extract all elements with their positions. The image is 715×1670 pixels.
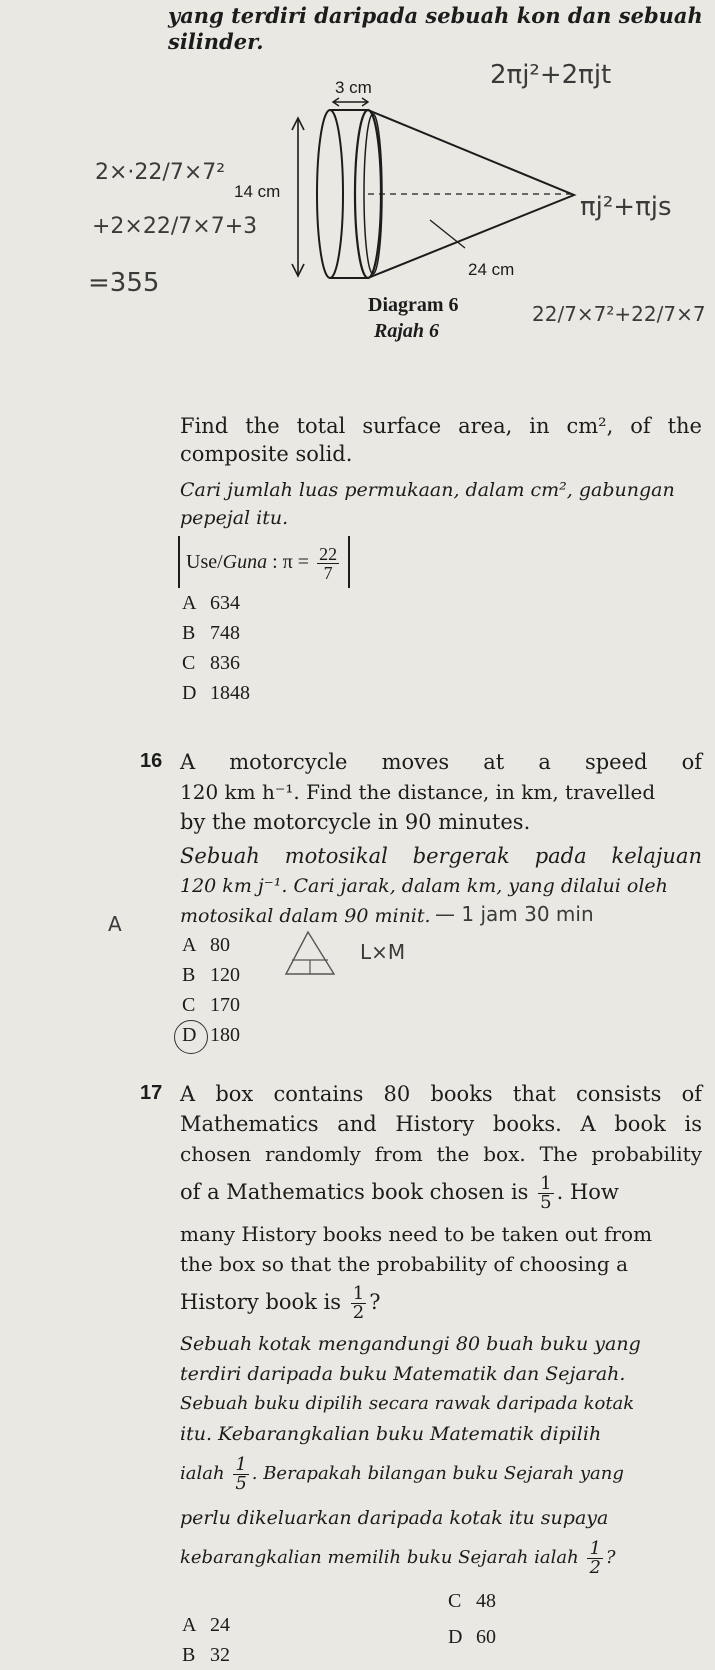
handwriting-left-1: 2×·22/7×7²	[95, 160, 226, 185]
q15-text-en-2: composite solid.	[180, 442, 353, 466]
q16-option-d[interactable]: D 180	[182, 1024, 240, 1046]
q17-option-c[interactable]: C 48	[448, 1590, 496, 1612]
handwriting-left-2: +2×22/7×7+3	[92, 214, 258, 239]
q17-text-ms-5: ialah $\frac{1}{5}$ . Berapakah bilangan buku Sejarah yang	[180, 1453, 624, 1494]
q15-option-c[interactable]: C 836	[182, 652, 240, 674]
q16-text-en-1: A motorcycle moves at a speed of	[180, 750, 702, 774]
dim-width-label: 3 cm	[335, 78, 372, 97]
q16-option-a[interactable]: A 80	[182, 934, 230, 956]
q15-pi-fraction: $\frac{22}{7}$	[319, 543, 338, 583]
intro-line-1: yang terdiri daripada sebuah kon dan sebuah	[168, 3, 703, 28]
q17-text-en-2: Mathematics and History books. A book is	[180, 1112, 702, 1136]
q17-text-ms-2: terdiri daripada buku Matematik dan Sejarah.	[180, 1363, 626, 1385]
q15-text-en-1: Find the total surface area, in cm², of the	[180, 414, 702, 438]
diagram-caption-en: Diagram 6	[368, 294, 459, 316]
q16-text-ms-2: 120 km j⁻¹. Cari jarak, dalam km, yang dilalui oleh	[180, 875, 668, 897]
q17-option-a[interactable]: A 24	[182, 1614, 230, 1636]
q15-option-b[interactable]: B 748	[182, 622, 240, 644]
q17-text-ms-1: Sebuah kotak mengandungi 80 buah buku yang	[180, 1333, 641, 1355]
handwriting-q16-mark: A	[108, 912, 122, 936]
q17-text-ms-4: itu. Kebarangkalian buku Matematik dipilih	[180, 1423, 602, 1445]
q17-text-en-4: of a Mathematics book chosen is $\frac{1}{5}$ . How	[180, 1173, 619, 1213]
q15-text-ms-1: Cari jumlah luas permukaan, dalam cm², gabungan	[180, 479, 675, 501]
q15-guna-label: Guna	[222, 551, 268, 573]
intro-line-2: silinder.	[168, 29, 264, 54]
q16-option-c[interactable]: C 170	[182, 994, 240, 1016]
diagram-caption-ms: Rajah 6	[374, 320, 440, 342]
q17-text-ms-3: Sebuah buku dipilih secara rawak daripada kotak	[180, 1393, 635, 1414]
q15-text-ms-2: pepejal itu.	[180, 507, 289, 529]
q17-text-en-1: A box contains 80 books that consists of	[180, 1082, 702, 1106]
triangle-sketch-icon	[280, 928, 340, 980]
q17-text-en-6: the box so that the probability of choosing a	[180, 1252, 629, 1276]
dim-height-label: 14 cm	[234, 182, 281, 201]
composite-solid-diagram	[0, 0, 715, 300]
handwriting-q16-formula: L×M	[360, 940, 406, 964]
q17-fraction-one-fifth: $\frac{1}{5}$	[540, 1173, 552, 1213]
q17-text-ms-7: kebarangkalian memilih buku Sejarah ialah $\frac{1}{2}$ ?	[180, 1537, 616, 1578]
q17-text-en-5: many History books need to be taken out from	[180, 1222, 653, 1246]
q17-ms-fraction-one-fifth: $\frac{1}{5}$	[235, 1453, 247, 1494]
q15-pi-equals: : π =	[272, 551, 310, 573]
q16-text-ms-3: motosikal dalam 90 minit.	[180, 905, 431, 927]
q16-number: 16	[140, 750, 163, 772]
q16-text-en-3: by the motorcycle in 90 minutes.	[180, 810, 531, 834]
q16-text-ms-1: Sebuah motosikal bergerak pada kelajuan	[180, 844, 702, 868]
q17-ms-fraction-one-half: $\frac{1}{2}$	[589, 1537, 601, 1578]
q17-fraction-one-half: $\frac{1}{2}$	[352, 1283, 365, 1323]
q16-option-b[interactable]: B 120	[182, 964, 240, 986]
handwriting-left-3: =355	[88, 268, 160, 298]
q17-option-d[interactable]: D 60	[448, 1626, 496, 1648]
q15-option-d[interactable]: D 1848	[182, 682, 250, 704]
q15-use-label: Use/	[186, 551, 223, 573]
handwriting-mid-right: πj²+πjs	[580, 192, 672, 222]
q17-option-b[interactable]: B 32	[182, 1644, 230, 1666]
handwriting-below-right: 22/7×7²+22/7×7	[532, 302, 706, 326]
handwriting-top-right: 2πj²+2πjt	[490, 60, 612, 90]
dim-slant-label: 24 cm	[468, 260, 515, 279]
q17-number: 17	[140, 1082, 163, 1104]
q17-text-en-7: History book is $\frac{1}{2}$ ?	[180, 1283, 381, 1323]
q16-text-en-2: 120 km h⁻¹. Find the distance, in km, travelled	[180, 780, 656, 804]
handwriting-q16-note: — 1 jam 30 min	[435, 902, 594, 926]
q17-text-ms-6: perlu dikeluarkan daripada kotak itu supaya	[180, 1507, 609, 1529]
q15-pi-note	[178, 536, 350, 588]
q15-option-a[interactable]: A 634	[182, 592, 240, 614]
selected-answer-circle	[174, 1020, 208, 1054]
q17-text-en-3: chosen randomly from the box. The probability	[180, 1142, 702, 1166]
